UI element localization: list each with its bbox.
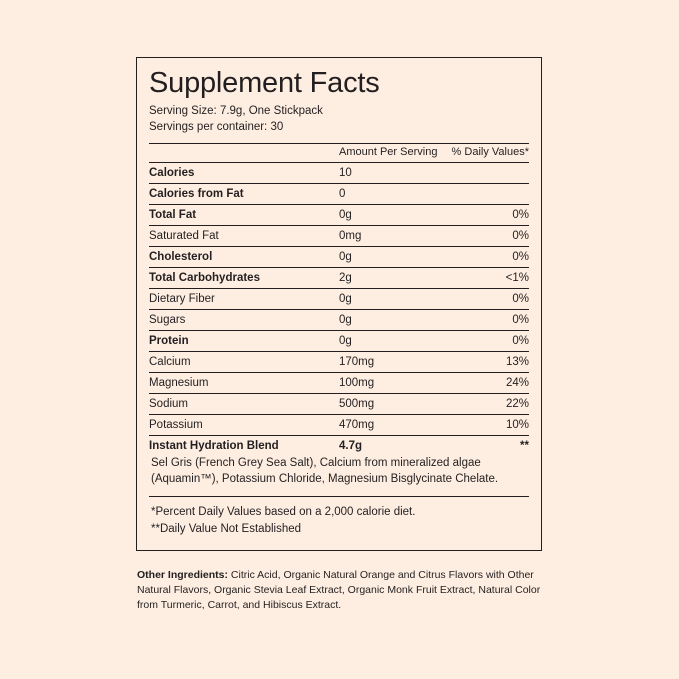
other-ingredients — [137, 568, 541, 614]
page-title: Supplement Facts — [149, 67, 380, 99]
supplement-facts-panel — [136, 57, 542, 551]
row-name: Calcium — [149, 352, 339, 373]
row-name: Protein — [149, 331, 339, 352]
row-daily-value: <1% — [442, 268, 529, 289]
row-name: Calories from Fat — [149, 184, 339, 205]
table-row — [149, 226, 529, 247]
table-row — [149, 247, 529, 268]
row-daily-value: 0% — [442, 289, 529, 310]
row-amount: 100mg — [339, 373, 442, 394]
row-name: Sodium — [149, 394, 339, 415]
table-row — [149, 415, 529, 436]
footnotes — [149, 496, 529, 541]
row-amount: 0 — [339, 184, 442, 205]
footnote-daily-values: *Percent Daily Values based on a 2,000 calorie diet. — [151, 506, 416, 519]
row-name: Sugars — [149, 310, 339, 331]
row-amount: 0g — [339, 205, 442, 226]
row-daily-value: 13% — [442, 352, 529, 373]
row-daily-value: 24% — [442, 373, 529, 394]
row-daily-value: 0% — [442, 205, 529, 226]
row-amount: 2g — [339, 268, 442, 289]
row-amount: 10 — [339, 163, 442, 184]
row-amount: 470mg — [339, 415, 442, 436]
header-daily-values: % Daily Values* — [442, 144, 529, 163]
blend-daily-value: ** — [442, 436, 529, 457]
row-daily-value: 22% — [442, 394, 529, 415]
header-amount-per-serving: Amount Per Serving — [339, 144, 442, 163]
row-name: Saturated Fat — [149, 226, 339, 247]
blend-name: Instant Hydration Blend — [149, 436, 339, 457]
row-amount: 0g — [339, 247, 442, 268]
nutrition-table — [149, 143, 529, 456]
row-name: Cholesterol — [149, 247, 339, 268]
blend-row — [149, 436, 529, 457]
row-daily-value: 0% — [442, 247, 529, 268]
table-row — [149, 373, 529, 394]
table-row — [149, 289, 529, 310]
row-daily-value: 0% — [442, 310, 529, 331]
other-ingredients-text: Citric Acid, Organic Natural Orange and Citrus Flavors with Other Natural Flavors, Organic Stevia Leaf Extract, Organic Monk Fruit Extract, Natural Color from Turmeric, Carrot, and Hibiscus Extract. — [137, 569, 541, 612]
panel-inner — [137, 58, 541, 550]
table-row — [149, 163, 529, 184]
row-amount: 500mg — [339, 394, 442, 415]
row-name: Dietary Fiber — [149, 289, 339, 310]
row-amount: 0g — [339, 310, 442, 331]
row-daily-value: 10% — [442, 415, 529, 436]
blend-amount: 4.7g — [339, 436, 442, 457]
serving-size: Serving Size: 7.9g, One Stickpack — [149, 105, 323, 118]
row-amount: 0mg — [339, 226, 442, 247]
table-row — [149, 268, 529, 289]
table-row — [149, 310, 529, 331]
row-amount: 170mg — [339, 352, 442, 373]
table-header-row — [149, 144, 529, 163]
row-amount: 0g — [339, 289, 442, 310]
table-row — [149, 331, 529, 352]
blend-description: Sel Gris (French Grey Sea Salt), Calcium from mineralized algae (Aquamin™), Potassium Chloride, Magnesium Bisglycinate Chelate. — [151, 457, 499, 486]
header-blank — [149, 144, 339, 163]
servings-per-container: Servings per container: 30 — [149, 120, 284, 133]
row-name: Potassium — [149, 415, 339, 436]
row-daily-value: 0% — [442, 226, 529, 247]
row-name: Magnesium — [149, 373, 339, 394]
row-daily-value — [442, 184, 529, 205]
footnote-dv-not-established: **Daily Value Not Established — [151, 522, 302, 535]
table-row — [149, 394, 529, 415]
row-daily-value: 0% — [442, 331, 529, 352]
row-name: Calories — [149, 163, 339, 184]
nutrition-table-body — [149, 144, 529, 457]
row-amount: 0g — [339, 331, 442, 352]
other-ingredients-label: Other Ingredients: — [137, 569, 229, 581]
table-row — [149, 352, 529, 373]
row-name: Total Fat — [149, 205, 339, 226]
table-row — [149, 184, 529, 205]
row-daily-value — [442, 163, 529, 184]
row-name: Total Carbohydrates — [149, 268, 339, 289]
table-row — [149, 205, 529, 226]
